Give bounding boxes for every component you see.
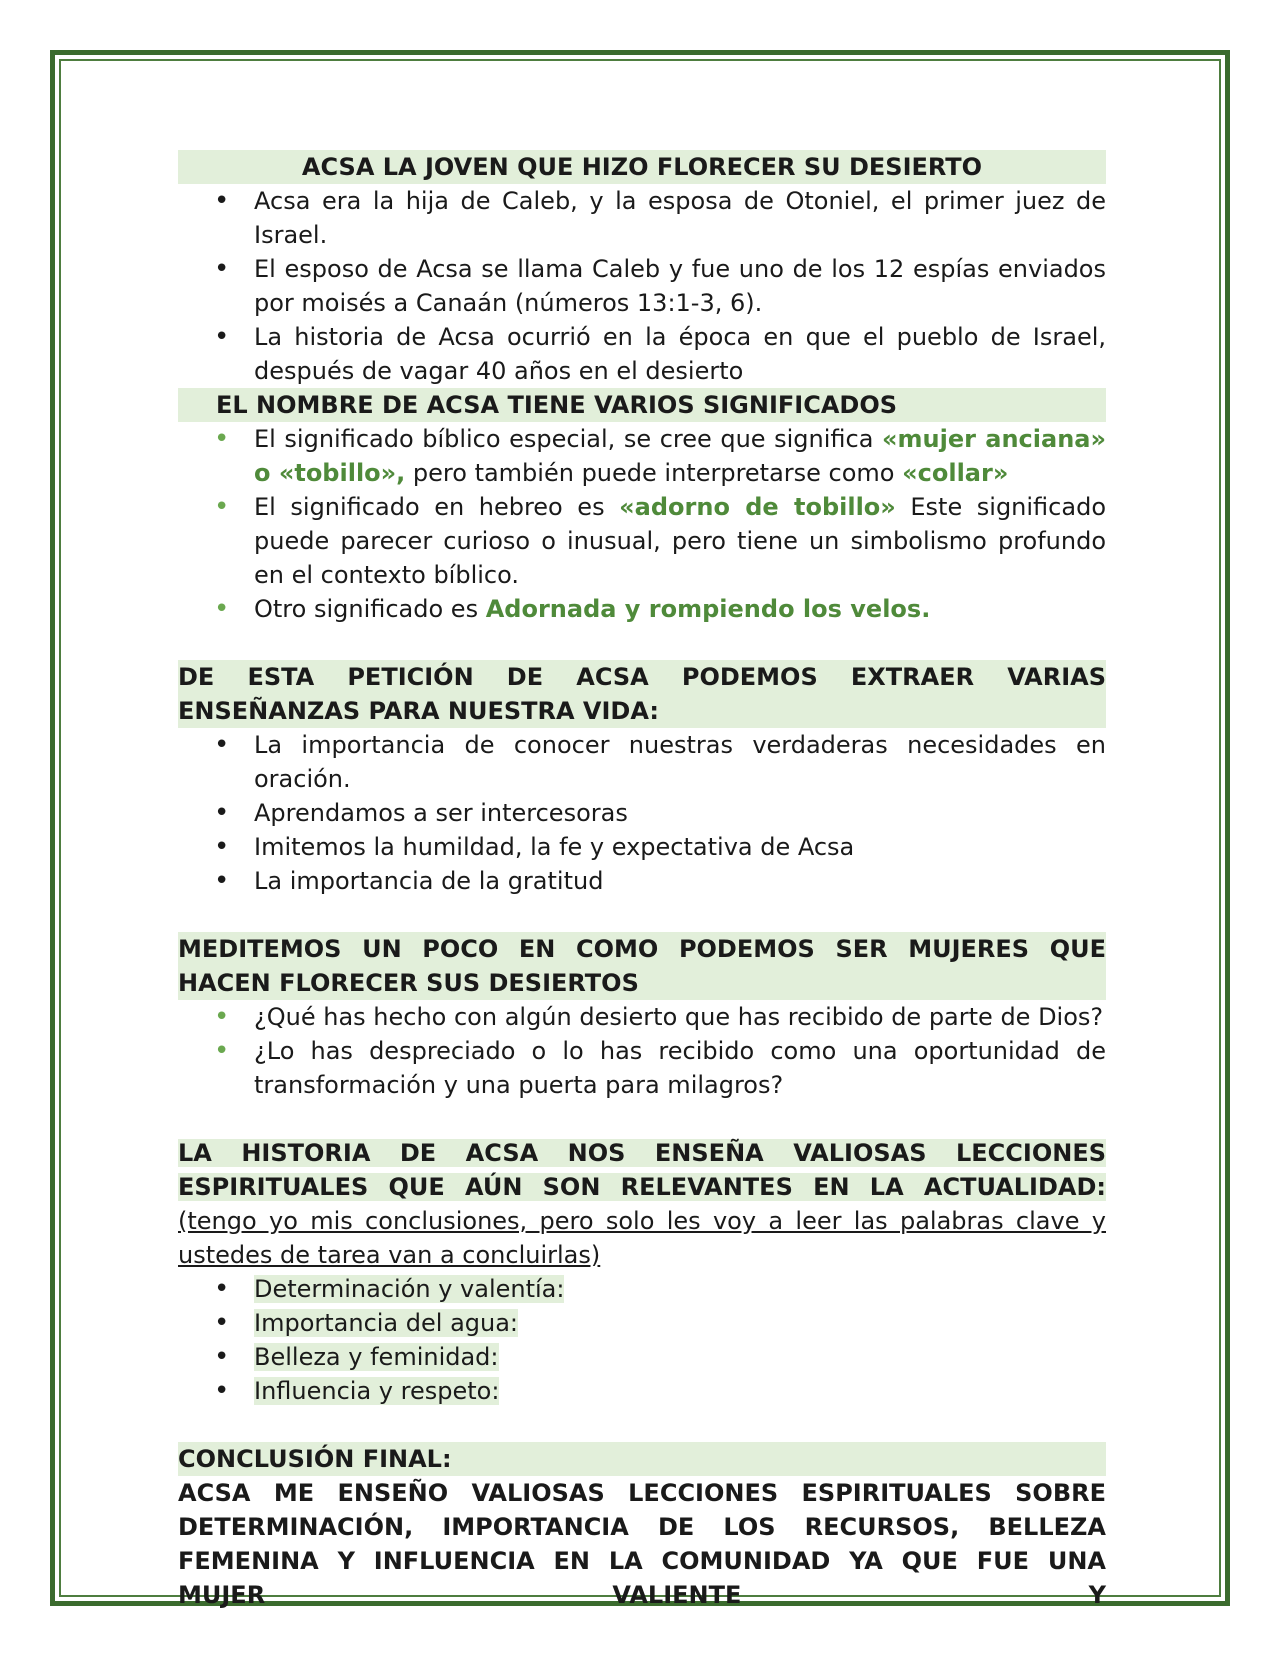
bullet-icon: • — [214, 1342, 230, 1372]
bullet-icon: • — [214, 866, 230, 896]
conclusion-heading: CONCLUSIÓN FINAL: — [178, 1442, 1106, 1476]
meaning-heading: EL NOMBRE DE ACSA TIENE VARIOS SIGNIFICADOS — [178, 388, 1106, 422]
bullet-icon: • — [214, 1308, 230, 1338]
meaning-list — [178, 422, 1106, 626]
bullet-icon: • — [214, 424, 230, 454]
list-item: • Importancia del agua: — [214, 1308, 519, 1338]
lessons-list — [178, 728, 1106, 898]
bullet-icon: • — [214, 492, 230, 522]
document-title: ACSA LA JOVEN QUE HIZO FLORECER SU DESIERTO — [178, 150, 1106, 184]
list-item: • El significado bíblico especial, se cree que significa «mujer anciana» o «tobillo», pero también puede interpretarse como «collar» — [214, 424, 1106, 487]
spacer — [178, 898, 1106, 932]
list-item: • ¿Qué has hecho con algún desierto que has recibido de parte de Dios? — [214, 1002, 1104, 1032]
keywords-list — [178, 1272, 1106, 1408]
bullet-icon: • — [214, 1002, 230, 1032]
lessons-heading: DE ESTA PETICIÓN DE ACSA PODEMOS EXTRAER VARIAS ENSEÑANZAS PARA NUESTRA VIDA: — [178, 660, 1106, 728]
bullet-icon: • — [214, 730, 230, 760]
bullet-icon: • — [214, 322, 230, 352]
spacer — [178, 1102, 1106, 1136]
conclusion-text: ACSA ME ENSEÑO VALIOSAS LECCIONES ESPIRITUALES SOBRE DETERMINACIÓN, IMPORTANCIA DE LOS RECURSOS, BELLEZA FEMENINA Y INFLUENCIA EN LA COMUNIDAD YA QUE FUE UNA MUJER VALIENTE Y — [178, 1479, 1106, 1609]
meditate-heading: MEDITEMOS UN POCO EN COMO PODEMOS SER MUJERES QUE HACEN FLORECER SUS DESIERTOS — [178, 932, 1106, 1000]
list-item: • El esposo de Acsa se llama Caleb y fue uno de los 12 espías enviados por moisés a Canaán (números 13:1-3, 6). — [214, 254, 1106, 317]
bullet-icon: • — [214, 832, 230, 862]
history-note: (tengo yo mis conclusiones, pero solo les voy a leer las palabras clave y ustedes de tarea van a concluirlas) — [178, 1207, 1106, 1269]
list-item: • El significado en hebreo es «adorno de tobillo» Este significado puede parecer curioso o inusual, pero tiene un simbolismo profundo en el contexto bíblico. — [214, 492, 1106, 589]
list-item: • Otro significado es Adornada y rompiendo los velos. — [214, 594, 931, 624]
bullet-icon: • — [214, 1274, 230, 1304]
spacer — [178, 1408, 1106, 1442]
list-item: • ¿Lo has despreciado o lo has recibido como una oportunidad de transformación y una puerta para milagros? — [214, 1036, 1106, 1099]
questions-list — [178, 1000, 1106, 1102]
bullet-icon: • — [214, 798, 230, 828]
list-item: • Aprendamos a ser intercesoras — [214, 798, 628, 828]
document-body — [178, 150, 1106, 1612]
bullet-icon: • — [214, 254, 230, 284]
list-item: • Influencia y respeto: — [214, 1376, 500, 1406]
bullet-icon: • — [214, 1036, 230, 1066]
bullet-icon: • — [214, 594, 230, 624]
bullet-icon: • — [214, 1376, 230, 1406]
list-item: • La historia de Acsa ocurrió en la época en que el pueblo de Israel, después de vagar 40 años en el desierto — [214, 322, 1106, 385]
intro-list — [178, 184, 1106, 388]
list-item: • La importancia de la gratitud — [214, 866, 604, 896]
list-item: • La importancia de conocer nuestras verdaderas necesidades en oración. — [214, 730, 1106, 793]
history-paragraph — [178, 1136, 1106, 1272]
list-item: • Belleza y feminidad: — [214, 1342, 499, 1372]
list-item: • Imitemos la humildad, la fe y expectativa de Acsa — [214, 832, 855, 862]
history-heading: LA HISTORIA DE ACSA NOS ENSEÑA VALIOSAS LECCIONES ESPIRITUALES QUE AÚN SON RELEVANTES EN LA ACTUALIDAD: — [178, 1139, 1106, 1201]
list-item: • Determinación y valentía: — [214, 1274, 565, 1304]
bullet-icon: • — [214, 186, 230, 216]
spacer — [178, 626, 1106, 660]
list-item: • Acsa era la hija de Caleb, y la esposa de Otoniel, el primer juez de Israel. — [214, 186, 1106, 249]
